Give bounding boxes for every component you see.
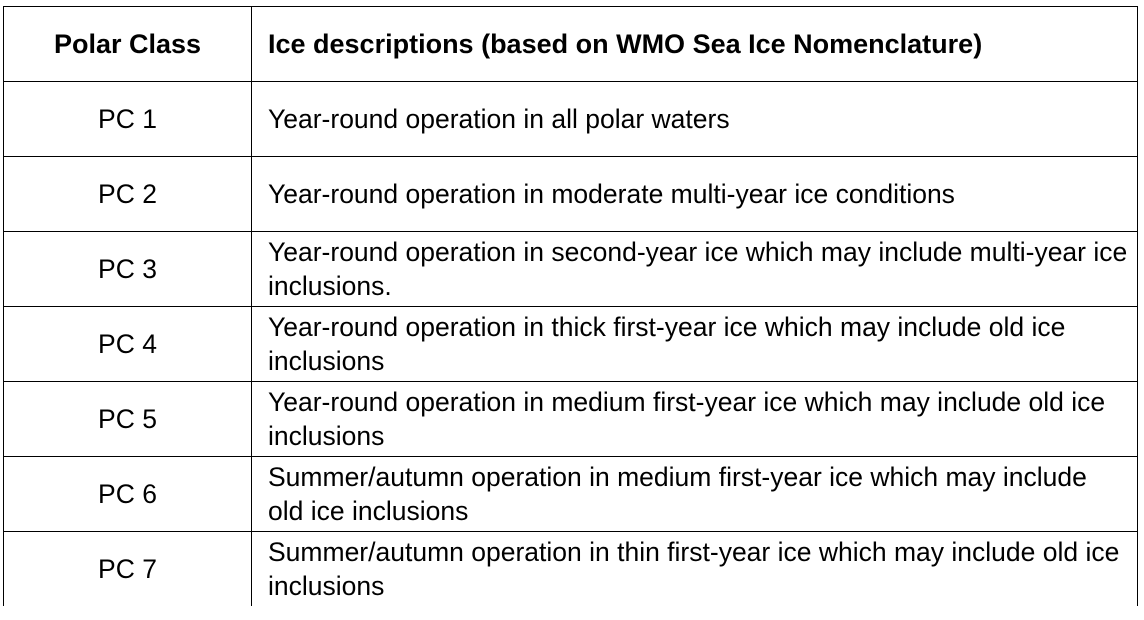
polar-class-cell: PC 4 (4, 307, 252, 382)
ice-description-cell: Year-round operation in thick first-year ice which may include old ice inclusions (252, 307, 1138, 382)
table-header (4, 7, 1138, 82)
table-body (4, 82, 1138, 607)
polar-class-cell: PC 1 (4, 82, 252, 157)
polar-class-cell: PC 7 (4, 532, 252, 607)
table-row (4, 307, 1138, 382)
table-row (4, 382, 1138, 457)
ice-description-cell: Year-round operation in moderate multi-year ice conditions (252, 157, 1138, 232)
table-row (4, 457, 1138, 532)
table-row (4, 157, 1138, 232)
ice-description-cell: Summer/autumn operation in thin first-year ice which may include old ice inclusions (252, 532, 1138, 607)
header-polar-class: Polar Class (4, 7, 252, 82)
ice-description-cell: Year-round operation in second-year ice which may include multi-year ice inclusions. (252, 232, 1138, 307)
table-row (4, 532, 1138, 607)
polar-class-cell: PC 3 (4, 232, 252, 307)
ice-description-cell: Year-round operation in all polar waters (252, 82, 1138, 157)
header-ice-descriptions: Ice descriptions (based on WMO Sea Ice Nomenclature) (252, 7, 1138, 82)
ice-description-cell: Year-round operation in medium first-year ice which may include old ice inclusions (252, 382, 1138, 457)
table-row (4, 82, 1138, 157)
header-row (4, 7, 1138, 82)
polar-class-cell: PC 5 (4, 382, 252, 457)
ice-description-cell: Summer/autumn operation in medium first-year ice which may include old ice inclusions (252, 457, 1138, 532)
table-row (4, 232, 1138, 307)
polar-class-cell: PC 6 (4, 457, 252, 532)
polar-class-table (3, 6, 1138, 606)
polar-class-cell: PC 2 (4, 157, 252, 232)
